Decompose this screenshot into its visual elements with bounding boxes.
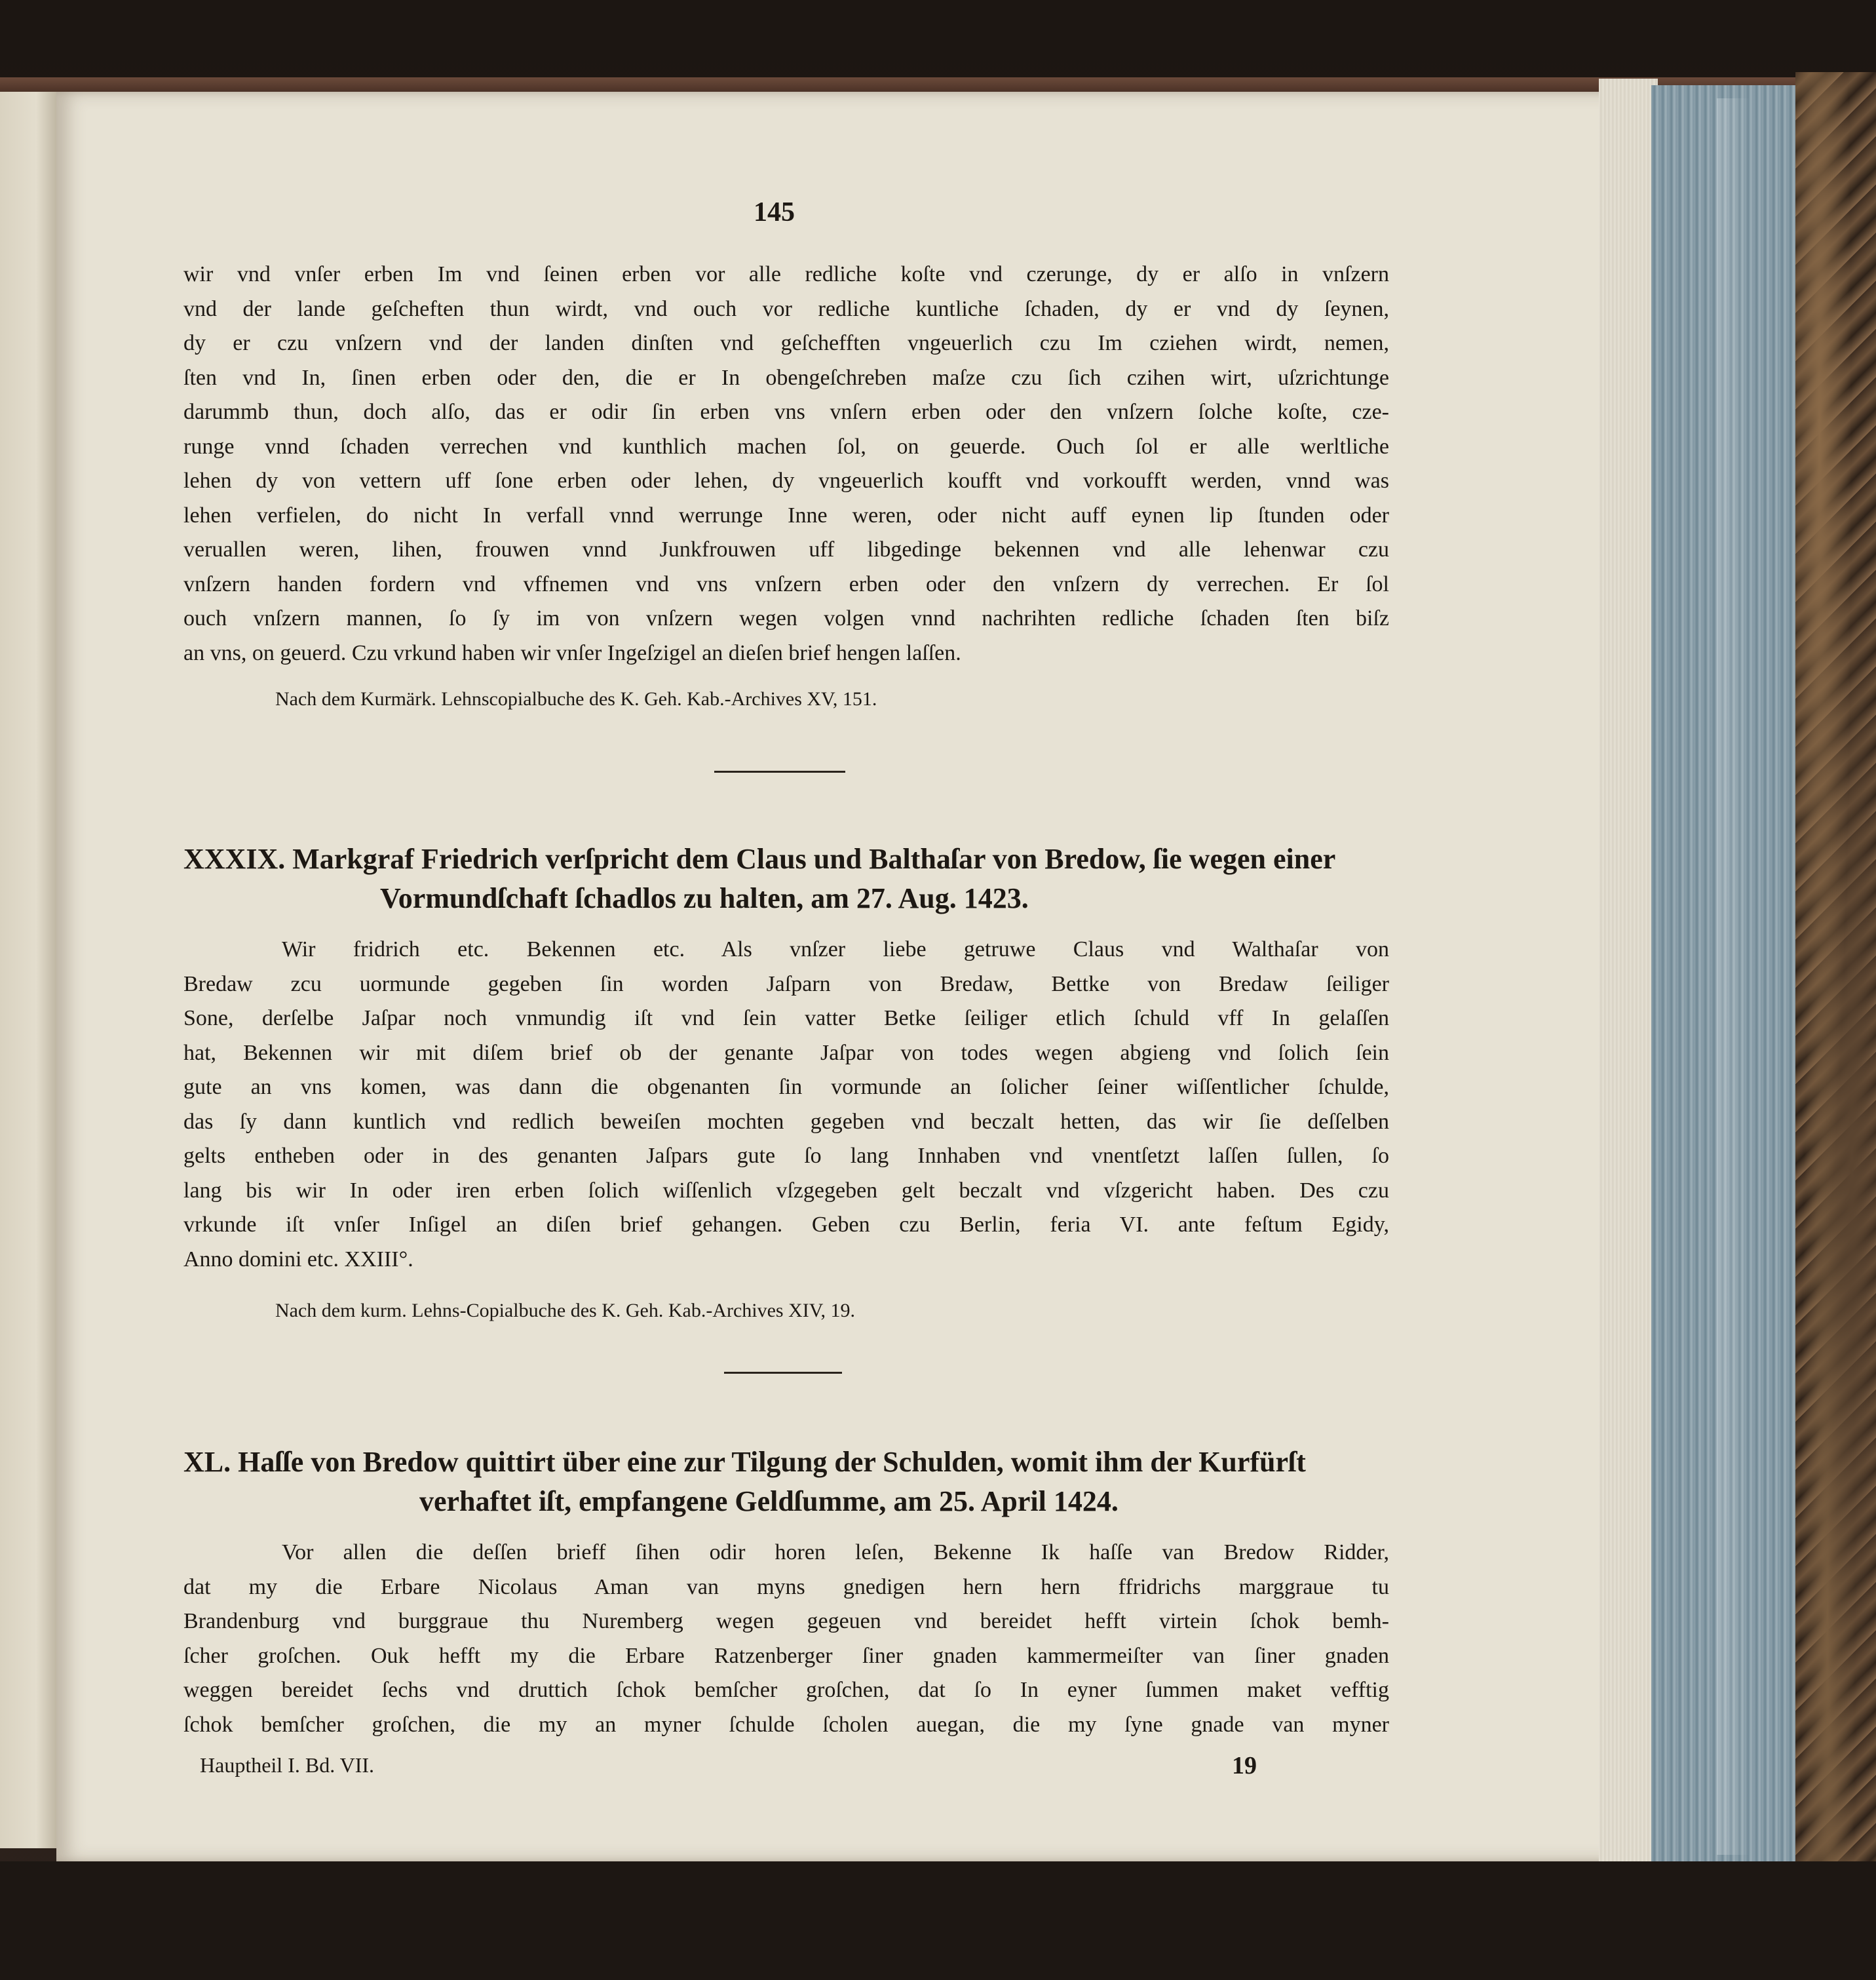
section2-lines-line: Anno domini etc. XXIII°.	[183, 1247, 413, 1271]
footer-signature: Hauptheil I. Bd. VII.	[200, 1753, 375, 1777]
footer-sheet-number: 19	[1232, 1752, 1257, 1779]
section3-lines-line: Vor allen die deſſen brieff ſihen odir horen leſen, Bekenne Ik haſſe van Bredow Ridder,	[282, 1540, 1389, 1564]
section1-lines-line: wir vnd vnſer erben Im vnd ſeinen erben vor alle redliche koſte vnd czerunge, dy er alſo in vnſzern	[183, 262, 1389, 286]
section1-lines-line: darummb thun, doch alſo, das er odir ſin erben vns vnſern erben oder den vnſzern ſolche koſte, cze-	[183, 400, 1389, 424]
page-number: 145	[754, 197, 795, 227]
page-fore-edge	[1599, 79, 1658, 1868]
section3-lines-line: dat my die Erbare Nicolaus Aman van myns gnedigen hern hern ffridrichs marggraue tu	[183, 1574, 1389, 1599]
section2-lines-line: Sone, derſelbe Jaſpar noch vnmundig iſt vnd ſein vatter Betke ſeiliger etlich ſchuld vff In gelaſſen	[183, 1006, 1389, 1030]
section1-source-note: Nach dem Kurmärk. Lehnscopialbuche des K. Geh. Kab.-Archives XV, 151.	[275, 688, 877, 710]
section3-lines-line: weggen bereidet ſechs vnd druttich ſchok bemſcher groſchen, dat ſo In eyner ſummen maket vefftig	[183, 1678, 1389, 1702]
section3-lines-line: ſchok bemſcher groſchen, die my an myner ſchulde ſcholen auegan, die my ſyne gnade van myner	[183, 1712, 1389, 1737]
section1-lines-line: ſten vnd In, ſinen erben oder den, die er In obengeſchreben maſze czu ſich czihen wirt, uſzrichtunge	[183, 365, 1389, 390]
section1-lines-line: veruallen weren, lihen, frouwen vnnd Junkfrouwen uff libgedinge bekennen vnd alle lehenwar czu	[183, 537, 1389, 562]
edge-highlight	[1717, 98, 1750, 1855]
scan-bottom-area	[0, 1861, 1876, 1980]
section1-lines-line: an vns, on geuerd. Czu vrkund haben wir vnſer Ingeſzigel an dieſen brief hengen laſſen.	[183, 640, 961, 665]
section1-lines-line: ouch vnſzern mannen, ſo ſy im von vnſzern wegen volgen vnnd nachrihten redliche ſchaden ſten biſz	[183, 606, 1389, 631]
section2-lines-line: Wir fridrich etc. Bekennen etc. Als vnſzer liebe getruwe Claus vnd Walthaſar von	[282, 937, 1389, 961]
section3-lines-line: Brandenburg vnd burggraue thu Nuremberg wegen gegeuen vnd bereidet hefft virtein ſchok bemh-	[183, 1609, 1389, 1633]
marbled-cover	[1795, 72, 1876, 1894]
section2-source-note: Nach dem kurm. Lehns-Copialbuche des K. Geh. Kab.-Archives XIV, 19.	[275, 1300, 856, 1321]
section-divider-1	[714, 771, 845, 773]
section1-lines-line: dy er czu vnſzern vnd der landen dinſten vnd geſchefften vngeuerlich czu Im cziehen wirdt, nemen,	[183, 331, 1389, 355]
section1-lines-line: lehen verfielen, do nicht In verfall vnnd werrunge Inne weren, oder nicht auff eynen lip ſtunden oder	[183, 503, 1389, 528]
section2-lines-line: das ſy dann kuntlich vnd redlich beweiſen mochten gegeben vnd beczalt hetten, das wir ſie deſſelben	[183, 1109, 1389, 1134]
section1-lines-line: vnſzern handen fordern vnd vffnemen vnd vns vnſzern erben oder den vnſzern dy verrechen. Er ſol	[183, 572, 1389, 596]
section1-lines-line: vnd der lande geſcheften thun wirdt, vnd ouch vor redliche kuntliche ſchaden, dy er vnd dy ſeynen,	[183, 296, 1389, 321]
section3-lines-line: ſcher groſchen. Ouk hefft my die Erbare Ratzenberger ſiner gnaden kammermeiſter van ſiner gnaden	[183, 1643, 1389, 1668]
section3-heading-line1: XL. Haſſe von Bredow quittirt über eine zur Tilgung der Schulden, womit ihm der Kurfürſt	[183, 1446, 1306, 1478]
section1-lines-line: lehen dy von vettern uff ſone erben oder lehen, dy vngeuerlich koufft vnd vorkoufft werden, vnnd was	[183, 469, 1389, 493]
section2-lines-line: lang bis wir In oder iren erben ſolich wiſſenlich vſzgegeben gelt beczalt vnd vſzgericht haben. Des czu	[183, 1178, 1389, 1203]
section1-lines-line: runge vnnd ſchaden verrechen vnd kunthlich machen ſol, on geuerde. Ouch ſol er alle werltliche	[183, 434, 1389, 459]
section2-lines-line: Bredaw zcu uormunde gegeben ſin worden Jaſparn von Bredaw, Bettke von Bredaw ſeiliger	[183, 971, 1389, 996]
section2-heading-line2: Vormundſchaft ſchadlos zu halten, am 27. Aug. 1423.	[380, 882, 1029, 914]
section2-lines-line: gute an vns komen, was dann die obgenanten ſin vormunde an ſolicher ſeiner wiſſentlicher ſchulde,	[183, 1075, 1389, 1099]
section2-lines-line: vrkunde iſt vnſer Inſigel an diſen brief gehangen. Geben czu Berlin, feria VI. ante feſtum Egidy,	[183, 1213, 1389, 1237]
section2-heading-line1: XXXIX. Markgraf Friedrich verſpricht dem Claus und Balthaſar von Bredow, ſie wegen einer	[183, 843, 1336, 875]
section2-lines-line: gelts entheben oder in des genanten Jaſpars gute ſo lang Innhaben vnd vnentſetzt laſſen ſullen, ſo	[183, 1144, 1389, 1168]
section2-lines-line: hat, Bekennen wir mit diſem brief ob der genante Jaſpar von todes wegen abgieng vnd ſolich ſein	[183, 1040, 1389, 1065]
section3-heading-line2: verhaftet iſt, empfangene Geldſumme, am 25. April 1424.	[419, 1485, 1119, 1517]
section-divider-2	[724, 1372, 842, 1374]
left-page-edge	[0, 92, 60, 1848]
